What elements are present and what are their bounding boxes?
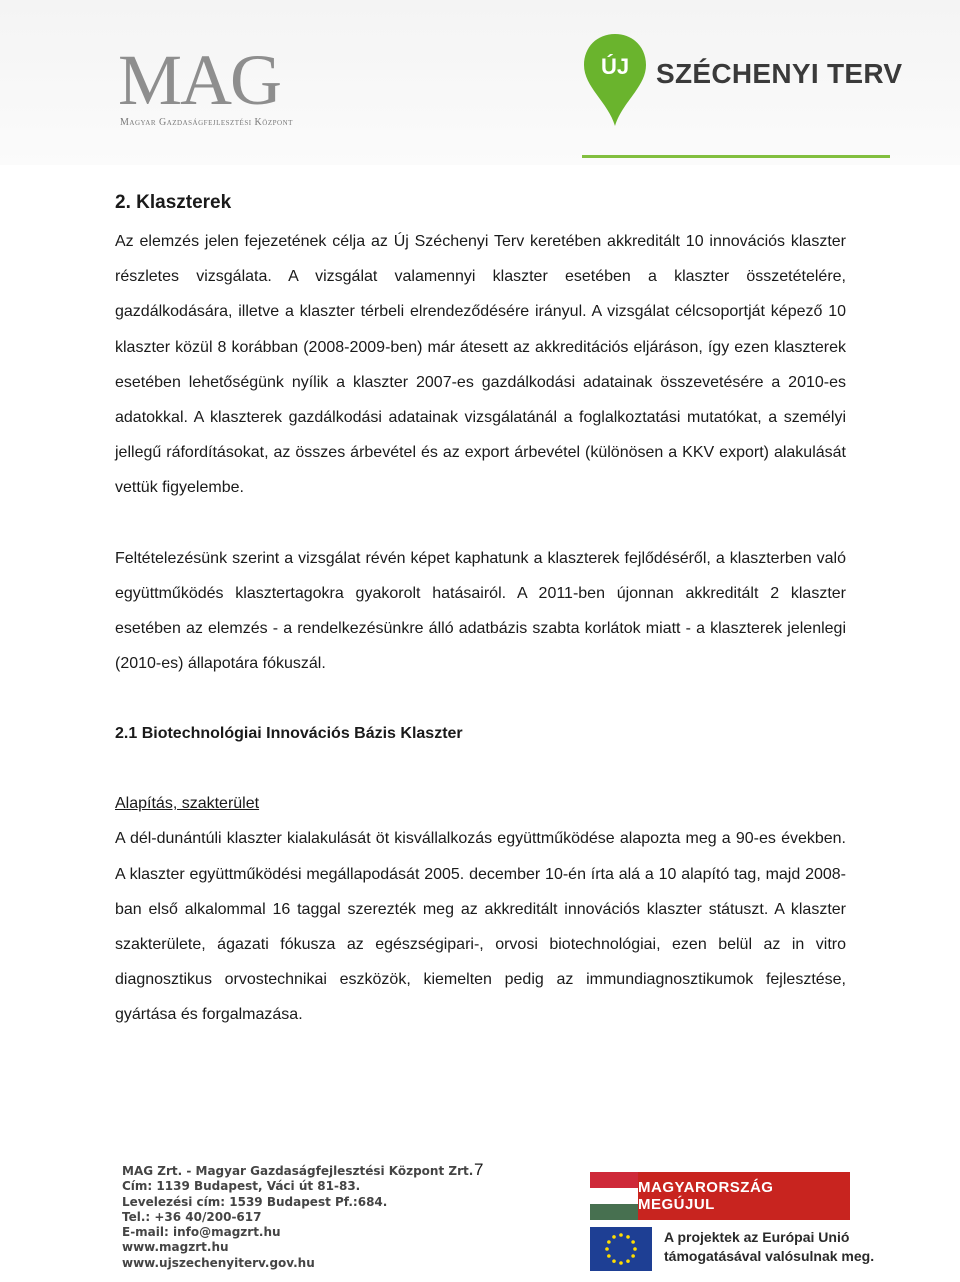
flag-stripe-green (590, 1204, 638, 1220)
eu-star (607, 1254, 611, 1258)
paragraph-spacer (115, 506, 846, 541)
footer-address-line: Cím: 1139 Budapest, Váci út 81-83. (122, 1179, 361, 1194)
footer-address-line: MAG Zrt. - Magyar Gazdaságfejlesztési Központ Zrt. (122, 1164, 474, 1178)
footer-email-link[interactable]: E-mail: info@magzrt.hu (122, 1225, 281, 1240)
flag-stripe-red (590, 1172, 638, 1188)
eu-star (633, 1247, 637, 1251)
mag-logo-letters: MAG (118, 40, 281, 120)
footer-address-line: Tel.: +36 40/200-617 (122, 1209, 262, 1224)
szt-logo-title: SZÉCHENYI TERV (656, 58, 903, 89)
page-number: 7 (474, 1160, 484, 1179)
map-pin-icon (582, 32, 648, 128)
eu-star (605, 1247, 609, 1251)
eu-star (619, 1233, 623, 1237)
eu-flag-icon (590, 1227, 652, 1271)
section-title: 2. Klaszterek (115, 192, 232, 213)
eu-star (631, 1254, 635, 1258)
szt-logo-rule (582, 155, 890, 158)
eu-support-line: támogatásával valósulnak meg. (664, 1248, 875, 1264)
footer-website-link[interactable]: www.magzrt.hu (122, 1240, 229, 1255)
footer-address (122, 1164, 473, 1271)
hungarian-flag-icon (590, 1172, 638, 1220)
mag-logo-subtitle: Magyar Gazdaságfejlesztési Központ (120, 117, 293, 128)
subsection-title: 2.1 Biotechnológiai Innovációs Bázis Klaszter (115, 725, 463, 743)
paragraph-spacer (115, 681, 846, 716)
eu-star (612, 1259, 616, 1263)
eu-support-text (664, 1228, 874, 1266)
subsection-paragraph: A dél-dunántúli klaszter kialakulását öt kisvállalkozás együttműködése alapozta meg a 90-es években. A klaszter együttműködési megállapodását 2005. december 10-én írta alá a 10 alapító tag, majd 2008-ban első alkalommal 16 taggal szerezték meg az akkreditált innovációs klaszter státuszt. A klaszter szakterülete, ágazati fókusza az egészségipari-, orvosi biotechnológiai, ezen belül az in vitro diagnosztikus orvostechnikai eszközök, kiemelten pedig az immundiagnosztikumok fejlesztése, gyártása és forgalmazása. (115, 830, 846, 1024)
section-paragraph-1: Az elemzés jelen fejezetének célja az Új Széchenyi Terv keretében akkreditált 10 innovációs klaszter részletes vizsgálata. A vizsgálat valamennyi klaszter esetében a klaszter összetételére, gazdálkodására, illetve a klaszter térbeli elrendeződésére irányul. A vizsgálat célcsoportját képező 10 klaszter közül 8 korábban (2008-2009-ben) már átesett az akkreditációs eljáráson, így ezen klaszterek esetében lehetőségünk nyílik a klaszter 2007-es gazdálkodási adatainak összevetésére a 2010-es adatokkal. A klaszterek gazdálkodási adatainak vizsgálatánál a foglalkoztatási mutatókat, a személyi jellegű ráfordításokat, az összes árbevétel és az export árbevétel (különösen a KKV export) alakulását vettük figyelembe. (115, 233, 846, 497)
eu-star (631, 1240, 635, 1244)
subsection-heading: Alapítás, szakterület (115, 795, 260, 813)
eu-star (626, 1259, 630, 1263)
flag-stripe-white (590, 1188, 638, 1204)
mag-logo (118, 40, 314, 132)
eu-star (607, 1240, 611, 1244)
section-paragraph-2: Feltételezésünk szerint a vizsgálat révén képet kaphatunk a klaszterek fejlődéséről, a klaszterben való együttműködés klasztertagokra gyakorolt hatásairól. A 2011-ben újonnan akkreditált 2 klaszter esetében az elemzés - a rendelkezésünkre álló adatbázis szabta korlátok miatt - a klaszterek jelenlegi (2010-es) állapotára fókuszál. (115, 549, 846, 673)
eu-support-line: A projektek az Európai Unió (664, 1229, 850, 1245)
document-body (115, 188, 846, 1033)
szt-badge-text: ÚJ (600, 54, 630, 79)
uj-szechenyi-terv-logo (582, 32, 902, 157)
paragraph-spacer (115, 751, 846, 786)
footer-website-link[interactable]: www.ujszechenyiterv.gov.hu (122, 1255, 315, 1270)
footer-address-line: Levelezési cím: 1539 Budapest Pf.:684. (122, 1194, 388, 1209)
eu-star (626, 1235, 630, 1239)
eu-star (619, 1261, 623, 1265)
eu-star (612, 1235, 616, 1239)
magyarorszag-megujul-banner: MAGYARORSZÁG MEGÚJUL (638, 1172, 850, 1220)
